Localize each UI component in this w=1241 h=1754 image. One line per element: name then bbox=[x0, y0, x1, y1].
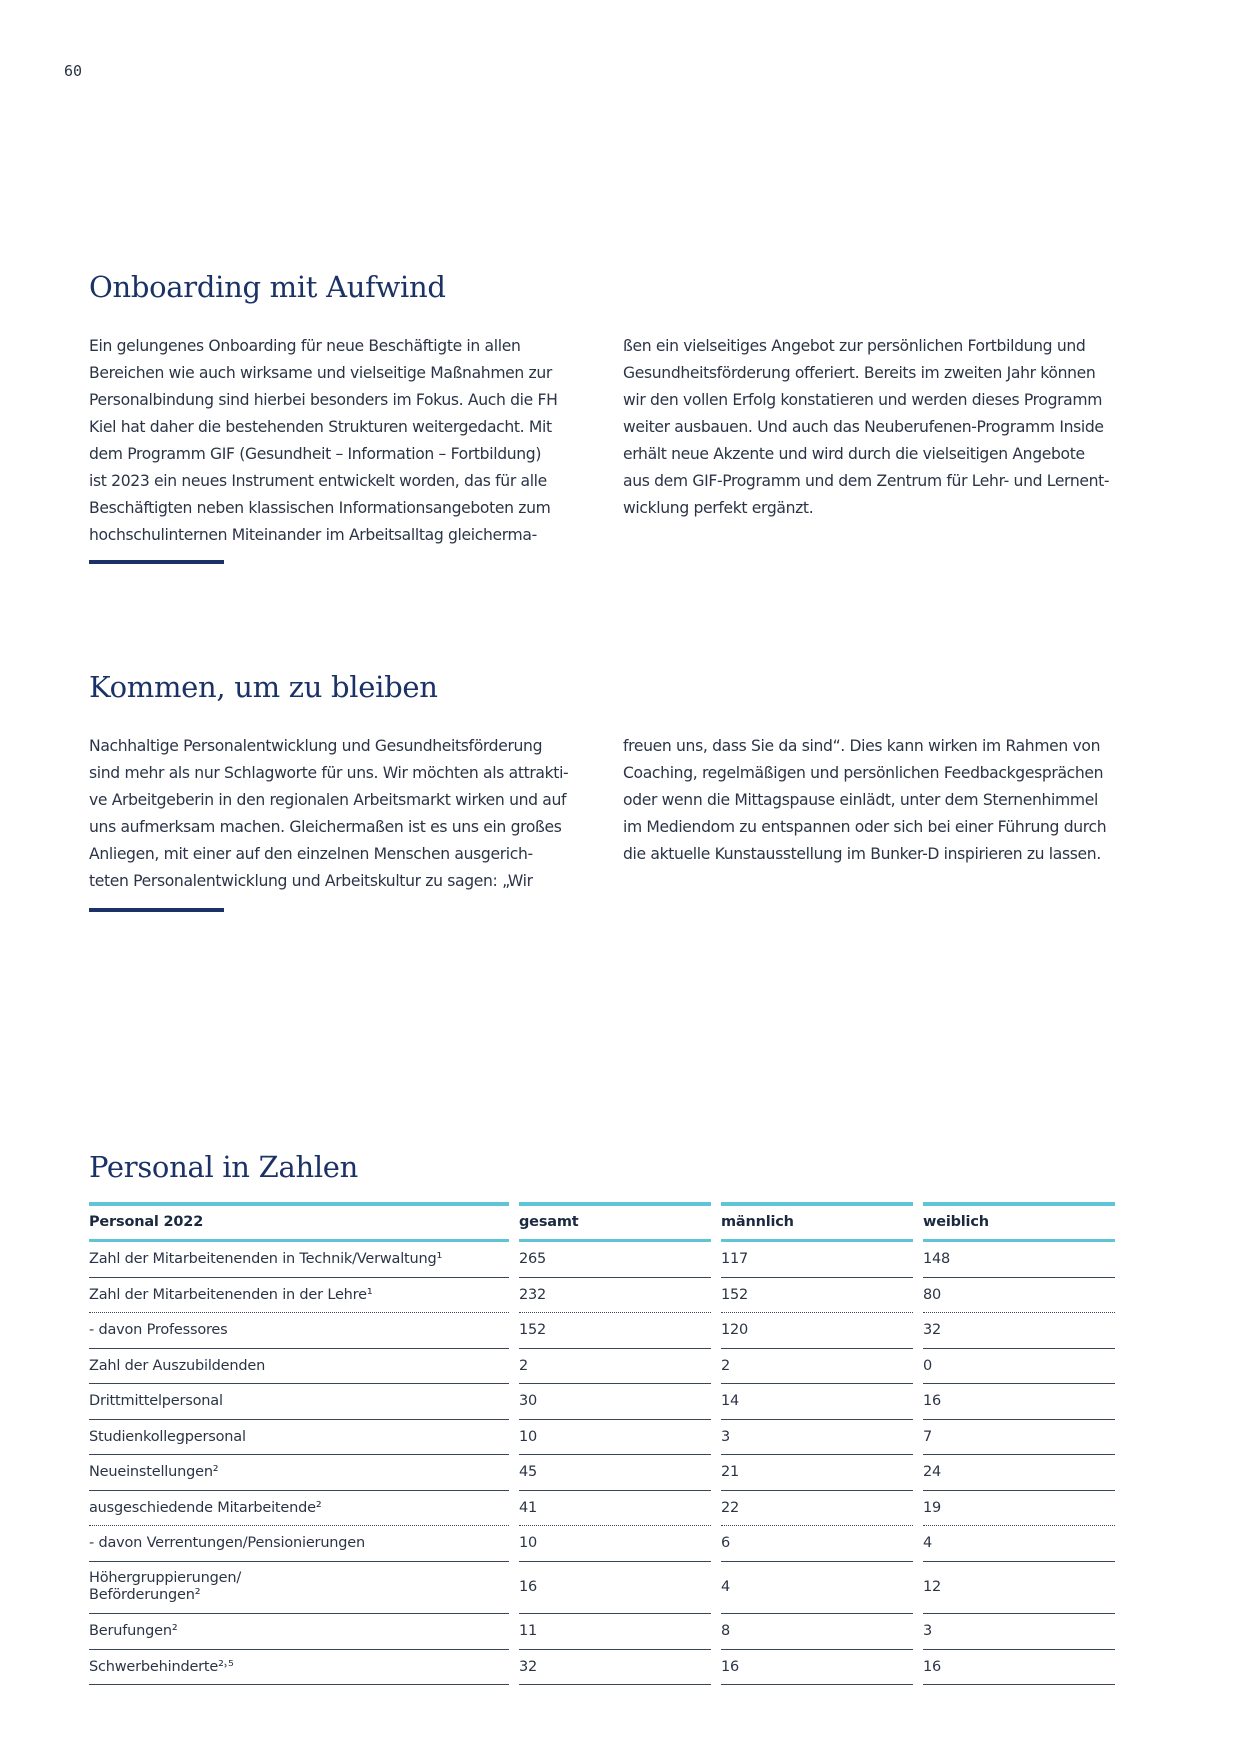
header-label: Personal 2022 bbox=[89, 1202, 509, 1242]
value-cell bbox=[721, 1562, 923, 1615]
row-label: Neueinstellungen² bbox=[89, 1464, 219, 1481]
row-value: 80 bbox=[923, 1286, 942, 1303]
value-cell bbox=[519, 1650, 721, 1686]
row-value: 11 bbox=[519, 1623, 538, 1640]
row-value: 117 bbox=[721, 1251, 749, 1268]
row-value: 6 bbox=[721, 1535, 731, 1552]
value-cell bbox=[923, 1455, 1115, 1491]
row-value: 7 bbox=[923, 1428, 933, 1445]
row-label-cell bbox=[89, 1455, 519, 1491]
section-personal-in-zahlen bbox=[89, 1150, 1114, 1675]
row-label-cell bbox=[89, 1384, 519, 1420]
row-value: 120 bbox=[721, 1322, 749, 1339]
row-value: 4 bbox=[721, 1578, 731, 1595]
value-cell bbox=[721, 1526, 923, 1562]
value-cell bbox=[519, 1313, 721, 1349]
table-row bbox=[89, 1562, 1115, 1615]
row-value: 41 bbox=[519, 1499, 538, 1516]
value-cell bbox=[721, 1614, 923, 1650]
header-maennlich bbox=[721, 1202, 923, 1242]
row-label-cell bbox=[89, 1420, 519, 1456]
row-value: 16 bbox=[519, 1578, 538, 1595]
value-cell bbox=[721, 1313, 923, 1349]
row-value: 30 bbox=[519, 1393, 538, 1410]
value-cell bbox=[923, 1242, 1115, 1278]
row-value: 265 bbox=[519, 1251, 547, 1268]
row-value: 16 bbox=[721, 1658, 740, 1675]
value-cell bbox=[923, 1562, 1115, 1615]
table-row bbox=[89, 1455, 1115, 1491]
value-cell bbox=[721, 1455, 923, 1491]
value-cell bbox=[519, 1614, 721, 1650]
row-label-cell bbox=[89, 1278, 519, 1314]
section-kommen bbox=[89, 670, 1114, 890]
personnel-table bbox=[89, 1202, 1115, 1685]
row-value: 3 bbox=[923, 1623, 933, 1640]
row-value: 3 bbox=[721, 1428, 731, 1445]
row-label: ausgeschiedende Mitarbeitende² bbox=[89, 1499, 322, 1516]
table-row bbox=[89, 1349, 1115, 1385]
value-cell bbox=[519, 1562, 721, 1615]
text-column-right: freuen uns, dass Sie da sind“. Dies kann wirken im Rahmen von Coaching, regelmäßigen und persönlichen Feedbackgesprächen oder wenn die Mittagspause einlädt, unter dem Sternenhimmel im Mediendom zu entspannen oder sich bei einer Führung durch die aktuelle Kunstausstellung im Bunker-D inspirieren zu lassen. bbox=[623, 737, 1107, 863]
row-value: 16 bbox=[923, 1393, 942, 1410]
value-cell bbox=[519, 1526, 721, 1562]
value-cell bbox=[923, 1491, 1115, 1527]
table-row bbox=[89, 1650, 1115, 1686]
row-label: Studienkollegpersonal bbox=[89, 1428, 246, 1445]
row-value: 32 bbox=[923, 1322, 942, 1339]
table-header-row bbox=[89, 1202, 1115, 1242]
section-title: Personal in Zahlen bbox=[89, 1150, 359, 1184]
table-row bbox=[89, 1420, 1115, 1456]
header-label: gesamt bbox=[519, 1202, 711, 1242]
row-value: 14 bbox=[721, 1393, 740, 1410]
value-cell bbox=[721, 1242, 923, 1278]
row-value: 2 bbox=[721, 1357, 731, 1374]
page-number: 60 bbox=[64, 62, 83, 80]
value-cell bbox=[923, 1313, 1115, 1349]
row-label-cell bbox=[89, 1614, 519, 1650]
value-cell bbox=[721, 1384, 923, 1420]
row-label-cell bbox=[89, 1349, 519, 1385]
row-value: 148 bbox=[923, 1251, 951, 1268]
header-weiblich bbox=[923, 1202, 1115, 1242]
value-cell bbox=[721, 1278, 923, 1314]
row-value: 2 bbox=[519, 1357, 529, 1374]
row-value: 232 bbox=[519, 1286, 547, 1303]
value-cell bbox=[721, 1650, 923, 1686]
value-cell bbox=[519, 1455, 721, 1491]
table-row bbox=[89, 1278, 1115, 1314]
row-value: 16 bbox=[923, 1658, 942, 1675]
value-cell bbox=[721, 1349, 923, 1385]
row-value: 21 bbox=[721, 1464, 740, 1481]
section-divider bbox=[89, 908, 224, 912]
row-value: 0 bbox=[923, 1357, 933, 1374]
value-cell bbox=[923, 1650, 1115, 1686]
text-column-left: Nachhaltige Personalentwicklung und Gesundheitsförderung sind mehr als nur Schlagworte für uns. Wir möchten als attrakti- ve Arbeitgeberin in den regionalen Arbeitsmarkt wirken und auf uns aufmerksam machen. Gleichermaßen ist es uns ein großes Anliegen, mit einer auf den einzelnen Menschen ausgerich- teten Personalentwicklung und Arbeitskultur zu sagen: „Wir bbox=[89, 737, 569, 890]
value-cell bbox=[519, 1278, 721, 1314]
row-label-cell bbox=[89, 1562, 519, 1615]
row-label: - davon Verrentungen/Pensionierungen bbox=[89, 1535, 366, 1552]
value-cell bbox=[519, 1384, 721, 1420]
value-cell bbox=[721, 1420, 923, 1456]
value-cell bbox=[519, 1349, 721, 1385]
row-label-cell bbox=[89, 1526, 519, 1562]
table-row bbox=[89, 1526, 1115, 1562]
row-label: Zahl der Auszubildenden bbox=[89, 1357, 266, 1374]
section-onboarding bbox=[89, 270, 1114, 544]
row-value: 45 bbox=[519, 1464, 538, 1481]
row-label: - davon Professores bbox=[89, 1322, 228, 1339]
section-title: Onboarding mit Aufwind bbox=[89, 270, 446, 304]
row-label-cell bbox=[89, 1313, 519, 1349]
value-cell bbox=[519, 1242, 721, 1278]
section-divider bbox=[89, 560, 224, 564]
row-label: Höhergruppierungen/ Beförderungen² bbox=[89, 1570, 242, 1604]
value-cell bbox=[923, 1526, 1115, 1562]
header-label: weiblich bbox=[923, 1202, 1115, 1242]
value-cell bbox=[923, 1384, 1115, 1420]
value-cell bbox=[519, 1420, 721, 1456]
header-label: männlich bbox=[721, 1202, 913, 1242]
table-row bbox=[89, 1313, 1115, 1349]
row-label: Schwerbehinderte²˒⁵ bbox=[89, 1658, 234, 1675]
value-cell bbox=[721, 1491, 923, 1527]
row-value: 24 bbox=[923, 1464, 942, 1481]
row-label-cell bbox=[89, 1242, 519, 1278]
row-value: 8 bbox=[721, 1623, 731, 1640]
row-value: 10 bbox=[519, 1535, 538, 1552]
row-label-cell bbox=[89, 1650, 519, 1686]
value-cell bbox=[923, 1614, 1115, 1650]
table-row bbox=[89, 1614, 1115, 1650]
value-cell bbox=[519, 1491, 721, 1527]
table-body bbox=[89, 1242, 1115, 1685]
table-row bbox=[89, 1491, 1115, 1527]
row-label: Berufungen² bbox=[89, 1623, 178, 1640]
value-cell bbox=[923, 1278, 1115, 1314]
row-label-cell bbox=[89, 1491, 519, 1527]
row-value: 19 bbox=[923, 1499, 942, 1516]
section-title: Kommen, um zu bleiben bbox=[89, 670, 438, 704]
row-value: 152 bbox=[721, 1286, 749, 1303]
header-personal bbox=[89, 1202, 519, 1242]
row-label: Zahl der Mitarbeitenenden in der Lehre¹ bbox=[89, 1286, 373, 1303]
row-label: Drittmittelpersonal bbox=[89, 1393, 223, 1410]
row-value: 4 bbox=[923, 1535, 933, 1552]
row-value: 12 bbox=[923, 1578, 942, 1595]
row-label: Zahl der Mitarbeitenenden in Technik/Verwaltung¹ bbox=[89, 1251, 443, 1268]
row-value: 22 bbox=[721, 1499, 740, 1516]
table-row bbox=[89, 1384, 1115, 1420]
text-column-right: ßen ein vielseitiges Angebot zur persönlichen Fortbildung und Gesundheitsförderung offeriert. Bereits im zweiten Jahr können wir den vollen Erfolg konstatieren und werden dieses Programm weiter ausbauen. Und auch das Neuberufenen-Programm Inside erhält neue Akzente und wird durch die vielseitigen Angebote aus dem GIF-Programm und dem Zentrum für Lehr- und Lernent- wicklung perfekt ergänzt. bbox=[623, 337, 1110, 517]
row-value: 10 bbox=[519, 1428, 538, 1445]
text-column-left: Ein gelungenes Onboarding für neue Beschäftigte in allen Bereichen wie auch wirksame und vielseitige Maßnahmen zur Personalbindung sind hierbei besonders im Fokus. Auch die FH Kiel hat daher die bestehenden Strukturen weitergedacht. Mit dem Programm GIF (Gesundheit – Information – Fortbildung) ist 2023 ein neues Instrument entwickelt worden, das für alle Beschäftigten neben klassischen Informationsangeboten zum hochschulinternen Miteinander im Arbeitsalltag gleicherma- bbox=[89, 337, 558, 544]
value-cell bbox=[923, 1420, 1115, 1456]
row-value: 152 bbox=[519, 1322, 547, 1339]
value-cell bbox=[923, 1349, 1115, 1385]
header-gesamt bbox=[519, 1202, 721, 1242]
table-row bbox=[89, 1242, 1115, 1278]
row-value: 32 bbox=[519, 1658, 538, 1675]
